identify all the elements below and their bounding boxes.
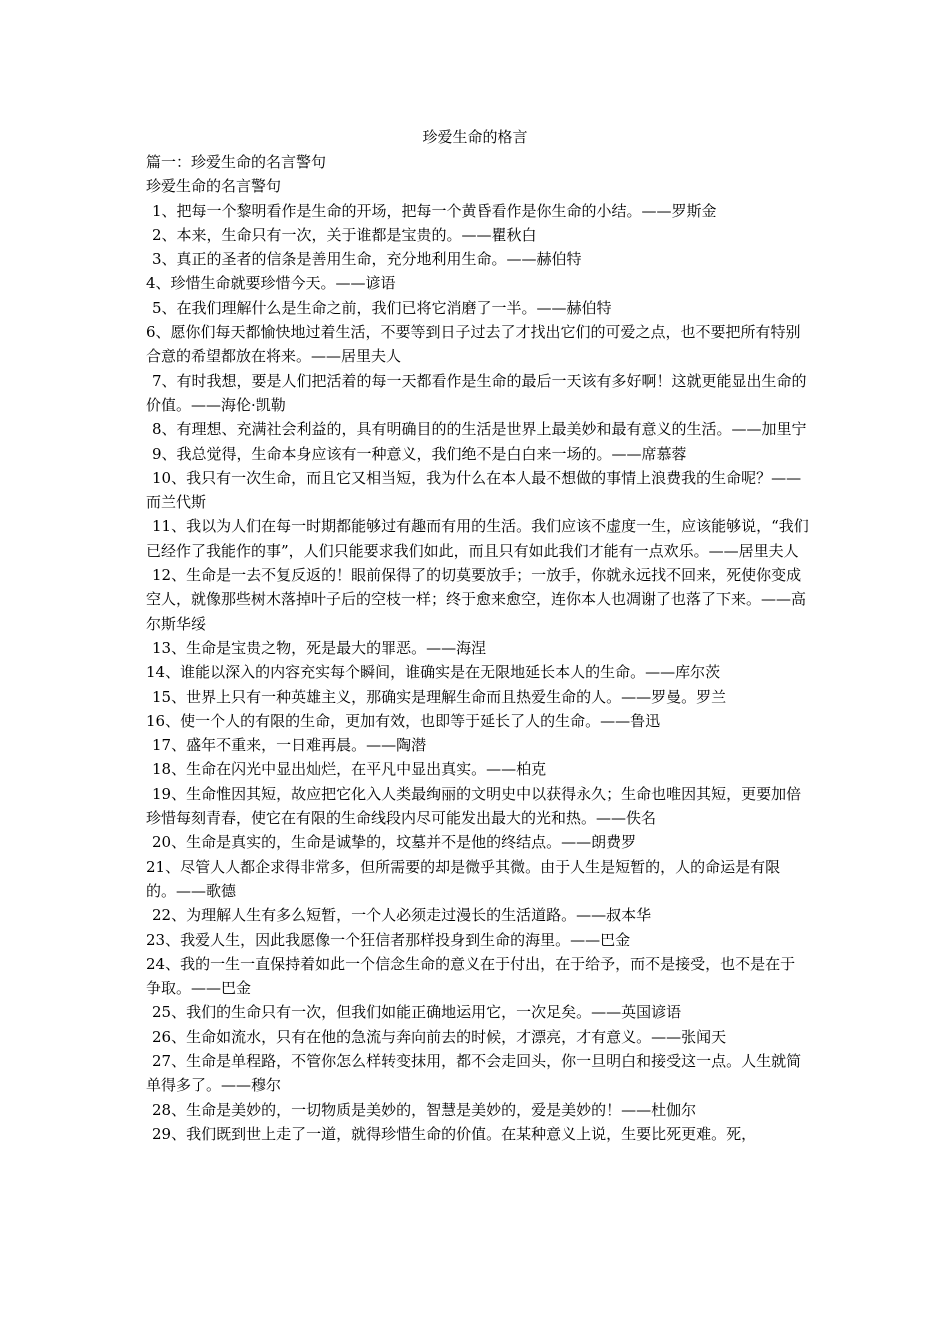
quote-item: 25、我们的生命只有一次，但我们如能正确地运用它，一次足矣。——英国谚语	[152, 1003, 682, 1022]
quote-item: 17、盛年不重来，一日难再晨。——陶潜	[152, 736, 427, 755]
quote-item: 15、世界上只有一种英雄主义，那确实是理解生命而且热爱生命的人。——罗曼。罗兰	[152, 687, 727, 706]
quote-item: 26、生命如流水，只有在他的急流与奔向前去的时候，才漂亮，才有意义。——张闻天	[152, 1027, 727, 1046]
quote-item: 8、有理想、充满社会利益的，具有明确目的的生活是世界上最美妙和最有意义的生活。——加里宁	[152, 420, 807, 439]
quote-item: 2、本来，生命只有一次，关于谁都是宝贵的。——瞿秋白	[152, 225, 537, 244]
quote-item: 7、有时我想，要是人们把活着的每一天都看作是生命的最后一天该有多好啊！这就更能显出生命的价值。——海伦·凯勒	[146, 371, 807, 414]
quote-item: 9、我总觉得，生命本身应该有一种意义，我们绝不是白白来一场的。——席慕蓉	[152, 444, 687, 463]
quote-item: 29、我们既到世上走了一道，就得珍惜生命的价值。在某种意义上说，生要比死更难。死，	[152, 1124, 757, 1143]
quote-item: 27、生命是单程路，不管你怎么样转变抹用，都不会走回头，你一旦明白和接受这一点。人生就简单得多了。——穆尔	[146, 1051, 802, 1095]
quote-item: 24、我的一生一直保持着如此一个信念生命的意义在于付出，在于给予，而不是接受，也不是在于争取。——巴金	[146, 954, 796, 998]
quote-item: 18、生命在闪光中显出灿烂，在平凡中显出真实。——柏克	[152, 760, 547, 779]
document-title: 珍爱生命的格言	[422, 128, 528, 146]
document-body	[146, 150, 810, 1146]
quote-item: 5、在我们理解什么是生命之前，我们已将它消磨了一半。——赫伯特	[152, 298, 612, 317]
quote-item: 28、生命是美妙的，一切物质是美妙的，智慧是美妙的，爱是美妙的！——杜伽尔	[152, 1100, 697, 1119]
quote-item: 6、愿你们每天都愉快地过着生活，不要等到日子过去了才找出它们的可爱之点，也不要把所有特别合意的希望都放在将来。——居里夫人	[146, 323, 801, 366]
quote-item: 13、生命是宝贵之物，死是最大的罪恶。——海涅	[152, 638, 487, 657]
quote-item: 11、我以为人们在每一时期都能够过有趣而有用的生活。我们应该不虚度一生，应该能够说，“我们已经作了我能作的事”，人们只能要求我们如此，而且只有如此我们才能有一点欢乐。——居里夫人	[146, 517, 809, 560]
quote-item: 20、生命是真实的，生命是诚挚的，坟墓并不是他的终结点。——朗费罗	[152, 833, 637, 852]
quote-item: 23、我爱人生，因此我愿像一个狂信者那样投身到生命的海里。——巴金	[146, 930, 631, 949]
quote-item: 1、把每一个黎明看作是生命的开场，把每一个黄昏看作是你生命的小结。——罗斯金	[152, 201, 717, 220]
quote-item: 22、为理解人生有多么短暂，一个人必须走过漫长的生活道路。——叔本华	[152, 906, 652, 925]
section-heading: 篇一：珍爱生命的名言警句	[146, 153, 327, 171]
quote-item: 21、尽管人人都企求得非常多，但所需要的却是微乎其微。由于人生是短暂的，人的命运是有限的。——歌德	[146, 857, 781, 900]
quote-item: 19、生命惟因其短，故应把它化入人类最绚丽的文明史中以获得永久；生命也唯因其短，更要加倍珍惜每刻青春，使它在有限的生命线段内尽可能发出最大的光和热。——佚名	[146, 784, 802, 828]
quote-item: 16、使一个人的有限的生命，更加有效，也即等于延长了人的生命。——鲁迅	[146, 711, 661, 730]
quote-item: 4、珍惜生命就要珍惜今天。——谚语	[146, 274, 396, 293]
quote-item: 12、生命是一去不复反返的！眼前保得了的切莫要放手；一放手，你就永远找不回来，死使你变成空人，就像那些树木落掉叶子后的空枝一样；终于愈来愈空，连你本人也凋谢了也落了下来。——高尔斯华绥	[146, 566, 807, 633]
quote-item: 14、谁能以深入的内容充实每个瞬间，谁确实是在无限地延长本人的生命。——库尔茨	[146, 663, 721, 682]
quote-item: 3、真正的圣者的信条是善用生命，充分地利用生命。——赫伯特	[152, 250, 582, 269]
subheading: 珍爱生命的名言警句	[146, 177, 282, 196]
quote-item: 10、我只有一次生命，而且它又相当短，我为什么在本人最不想做的事情上浪费我的生命呢？——而兰代斯	[146, 468, 802, 512]
